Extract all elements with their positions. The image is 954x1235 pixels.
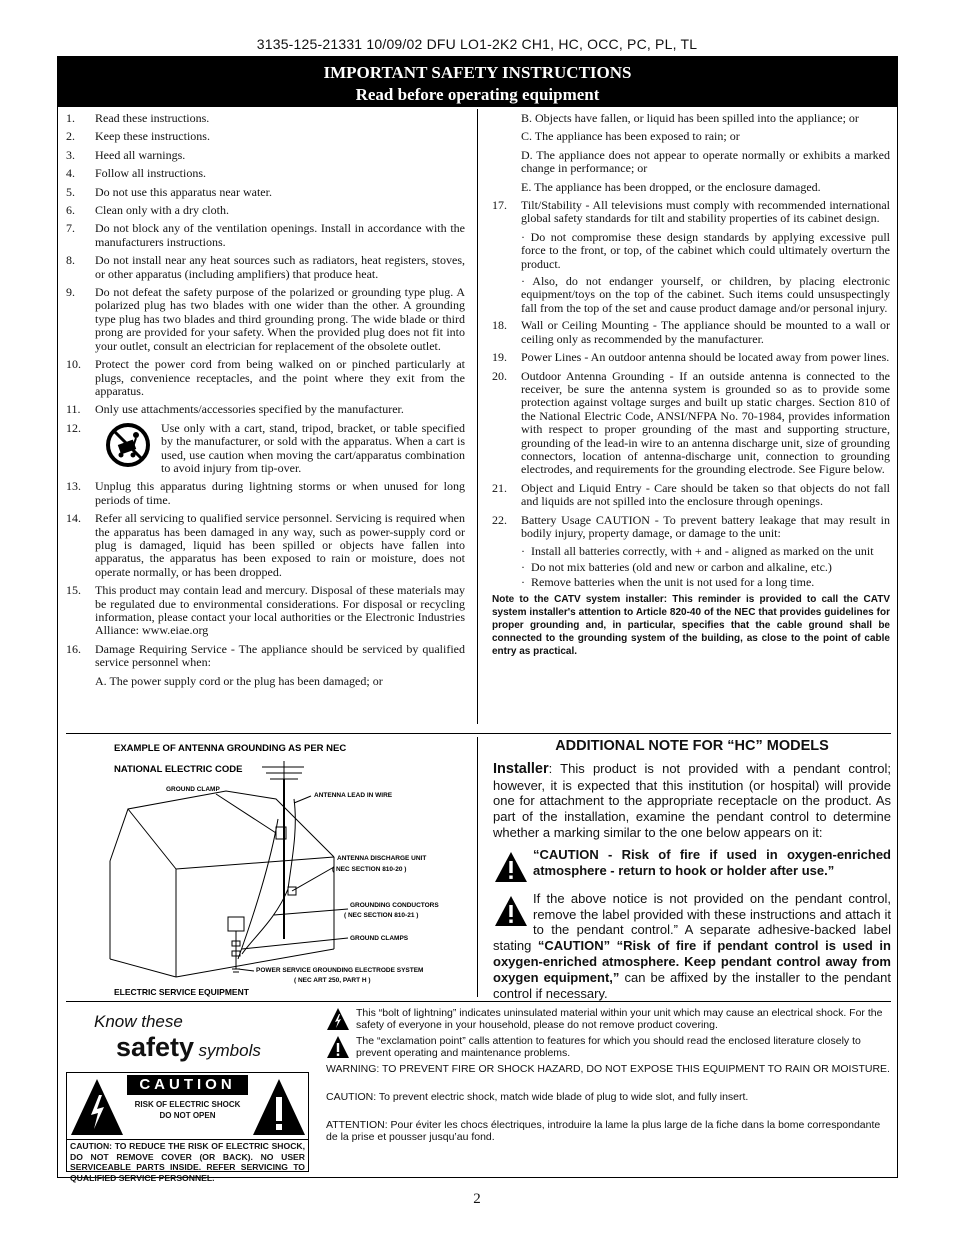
installer-paragraph xyxy=(493,761,891,841)
bullet-dot: · xyxy=(521,575,525,590)
know-safety: safety xyxy=(116,1032,195,1062)
exclamation-text: The “exclamation point” calls attention to features for which you should read the enclosed literature closely to prevent operating and maintenance problems. xyxy=(356,1035,861,1059)
item-text: Use only with a cart, stand, tripod, bracket, or table specified by the manufacturer, or sold with the apparatus. When a cart is used, use caution when moving the cart/apparatus combination to avoid injury from tip-over. xyxy=(161,420,465,475)
exclamation-symbol-row xyxy=(326,1035,891,1059)
label-electric-service: ELECTRIC SERVICE EQUIPMENT xyxy=(114,987,249,997)
label-power-service: POWER SERVICE GROUNDING ELECTRODE SYSTEM xyxy=(256,967,424,974)
item-number: 14. xyxy=(66,511,81,526)
document-header: 3135-125-21331 10/09/02 DFU LO1-2K2 CH1, HC, OCC, PC, PL, TL xyxy=(256,36,698,52)
instruction-item-12 xyxy=(66,422,465,476)
hc-models-note xyxy=(493,739,891,1001)
title-line2: Read before operating equipment xyxy=(355,85,600,104)
column-divider-lower xyxy=(477,737,478,997)
caution-word: CAUTION xyxy=(127,1075,248,1095)
safety-frame xyxy=(57,56,898,1183)
know-these-safety-symbols xyxy=(94,1012,261,1063)
item-number: 6. xyxy=(66,203,75,218)
item-text: Outdoor Antenna Grounding - If an outside antenna is connected to the receiver, be sure the antenna system is grounded so as to provide some protection against voltage surges and built up static charges. Section 810 of the National Electric Code, ANSI/NFPA No. 70-1984, provides information with respect to proper grounding of the mast and supporting structure, grounding of the lead-in wire to an antenna discharge unit, size of grounding connectors, location of antenna-discharge unit, connection to grounding electrodes, and requirements for the grounding electrode. See Figure below. xyxy=(521,368,890,477)
caution-quote-row xyxy=(493,847,891,885)
battery-bullet xyxy=(521,561,890,574)
item-16-subitems xyxy=(492,112,890,194)
item-number: 3. xyxy=(66,147,75,162)
item-number: 15. xyxy=(66,583,81,598)
item-number: 11. xyxy=(66,402,81,417)
item-text: Protect the power cord from being walked on or pinched particularly at plugs, convenience receptacles, and the point where they exit from the apparatus. xyxy=(95,357,465,398)
installer-text: : This product is not provided with a pendant control; however, it is expected that this institution (or hospital) will provide one for attachment to the appropriate receptacle on the product. As part of the installation, examine the pendant control to determine whether a marking similar to the one below appears on it: xyxy=(493,760,891,840)
item-number: 21. xyxy=(492,480,507,495)
item-text: Do not use this apparatus near water. xyxy=(95,184,272,199)
item-17-subitem: · Also, do not endanger yourself, or children, by placing electronic equipment/toys on the top of the cabinet. Such items could unsuspectingly fall from the top of the set and cause product damage and/or personal injury. xyxy=(521,274,890,315)
title-line1: IMPORTANT SAFETY INSTRUCTIONS xyxy=(323,63,632,82)
item-number: 5. xyxy=(66,184,75,199)
caution-quote: “CAUTION - Risk of fire if used in oxygen-enriched atmosphere - return to hook or holder after use.” xyxy=(533,846,891,878)
bullet-dot: · xyxy=(521,544,525,559)
item-number: 10. xyxy=(66,357,81,372)
battery-bullets xyxy=(492,545,890,589)
item-text: Heed all warnings. xyxy=(95,147,186,162)
instruction-item xyxy=(66,254,465,281)
label-nec-810-20: ( NEC SECTION 810-20 ) xyxy=(332,866,407,873)
item-16-subitem: B. Objects have fallen, or liquid has been spilled into the appliance; or xyxy=(521,111,859,125)
instruction-item xyxy=(492,370,890,477)
instruction-item xyxy=(66,512,465,579)
item-16-subitem: E. The appliance has been dropped, or the enclosure damaged. xyxy=(521,179,821,194)
instruction-item xyxy=(66,643,465,670)
instruction-item xyxy=(66,112,465,125)
instructions-right-column xyxy=(492,112,890,658)
instruction-item xyxy=(66,204,465,217)
instruction-item xyxy=(492,319,890,346)
item-17-subitems xyxy=(492,231,890,315)
label-antenna-lead: ANTENNA LEAD IN WIRE xyxy=(314,792,393,799)
cart-warning-icon xyxy=(103,422,153,468)
instruction-item xyxy=(66,403,465,416)
item-text: Clean only with a dry cloth. xyxy=(95,203,229,218)
caution-box-text: CAUTION: TO REDUCE THE RISK OF ELECTRIC SHOCK, DO NOT REMOVE COVER (OR BACK). NO USER SERVICEABLE PARTS INSIDE. REFER SERVICING TO QUALIFIED SERVICE PERSONNEL. xyxy=(67,1139,308,1172)
battery-bullet xyxy=(521,576,890,589)
caution-label-box xyxy=(66,1072,309,1183)
label-ground-clamp: GROUND CLAMP xyxy=(166,786,220,793)
attention-text: ATTENTION: Pour éviter les chocs électriques, introduire la lame la plus large de la fiche dans la bome correspondante de la prise et pousser jusqu’au fond. xyxy=(326,1119,881,1143)
know-line1: Know these xyxy=(94,1012,183,1031)
warning-triangle-icon xyxy=(493,849,529,885)
label-nec-810-21: ( NEC SECTION 810-21 ) xyxy=(344,912,419,919)
label-discharge-unit: ANTENNA DISCHARGE UNIT xyxy=(337,855,427,862)
instruction-item xyxy=(66,358,465,398)
item-number: 16. xyxy=(66,641,81,656)
item-text: Wall or Ceiling Mounting - The appliance should be mounted to a wall or ceiling only as recommended by the manufacturer. xyxy=(521,318,890,346)
symbol-explanations xyxy=(326,1007,891,1143)
item-17-subitem: · Do not compromise these design standards by applying excessive pull force to the front, or top, of the cabinet which could ultimately overturn the product. xyxy=(521,229,890,271)
bolt-text: This “bolt of lightning” indicates uninsulated material within your unit which may cause an electrical shock. For the safety of everyone in your household, please do not remove product covering. xyxy=(356,1007,883,1031)
label-grounding-conductors: GROUNDING CONDUCTORS xyxy=(350,902,439,909)
instruction-item xyxy=(66,149,465,162)
if-notice-text: If the above notice is not provided on the pendant control, remove the label provided with these instructions and attach it to the pendant control.” A separate adhesive-backed label stating xyxy=(493,890,891,954)
label-tail-text: can be affixed by the installer to the pendant control if necessary. xyxy=(493,969,891,1001)
instruction-item-17 xyxy=(492,199,890,226)
caution-text: CAUTION: To prevent electric shock, match wide blade of plug to wide slot, and fully insert. xyxy=(326,1091,749,1103)
item-text: Do not install near any heat sources such as radiators, heat registers, stoves, or other apparatus (including amplifiers) that produce heat. xyxy=(95,253,465,281)
item-number: 17. xyxy=(492,198,507,213)
instruction-item xyxy=(492,514,890,541)
item-text: Object and Liquid Entry - Care should be taken so that objects do not fall and liquids are not spilled into the enclosure through openings. xyxy=(521,480,890,509)
risk-line-1: RISK OF ELECTRIC SHOCK xyxy=(134,1100,241,1109)
lightning-bolt-icon xyxy=(326,1007,350,1031)
item-text: Only use attachments/accessories specified by the manufacturer. xyxy=(95,402,404,417)
item-text: Do not block any of the ventilation openings. Install in accordance with the manufacturers instructions. xyxy=(95,221,465,249)
item-text: This product may contain lead and mercury. Disposal of these materials may be regulated due to environmental considerations. For disposal or recycling information, please contact your local authorities or the Electronic Industries Alliance: www.eiae.org xyxy=(95,583,465,638)
house-drawing xyxy=(110,761,348,977)
warning-text: WARNING: TO PREVENT FIRE OR SHOCK HAZARD, DO NOT EXPOSE THIS EQUIPMENT TO RAIN OR MOISTURE. xyxy=(326,1063,890,1075)
item-text: Damage Requiring Service - The appliance should be serviced by qualified service personnel when: xyxy=(95,641,465,670)
instruction-item xyxy=(66,167,465,180)
risk-line-2: DO NOT OPEN xyxy=(159,1111,216,1120)
item-16-subitem: C. The appliance has been exposed to rain; or xyxy=(521,129,740,144)
item-number: 2. xyxy=(66,129,75,144)
antenna-grounding-diagram xyxy=(66,739,470,999)
instruction-item xyxy=(66,584,465,638)
instruction-item xyxy=(66,130,465,143)
section-divider xyxy=(66,733,891,734)
bullet-text: Remove batteries when the unit is not used for a long time. xyxy=(531,575,815,590)
item-number: 7. xyxy=(66,221,75,236)
lightning-triangle-icon xyxy=(69,1077,125,1137)
item-text: Unplug this apparatus during lightning storms or when unused for long periods of time. xyxy=(95,479,465,507)
item-number: 8. xyxy=(66,253,75,268)
item-text: Do not defeat the safety purpose of the polarized or grounding type plug. A polarized plug has two blades with one wider than the other. A grounding type plug has two blades and third grounding prong. The wide blade or third prong are provided for your safety. When the provided plug does not fit into your outlet, consult an electrician for replacement of the obsolete outlet. xyxy=(95,285,465,353)
instruction-item xyxy=(66,222,465,249)
instruction-item xyxy=(66,186,465,199)
item-number: 1. xyxy=(66,111,75,125)
item-number: 12. xyxy=(66,420,81,435)
page-number: 2 xyxy=(473,1191,481,1207)
bullet-text: Install all batteries correctly, with + and - aligned as marked on the unit xyxy=(531,544,874,559)
item-number: 13. xyxy=(66,479,81,494)
label-instructions xyxy=(493,891,891,1002)
catv-note: Note to the CATV system installer: This reminder is provided to call the CATV system installer's attention to Article 820-40 of the NEC that provides guidelines for proper grounding and, in particular, specifies that the cable ground shall be connected to the grounding system of the building, as close to the point of cable entry as practical. xyxy=(492,593,890,657)
know-symbols: symbols xyxy=(198,1041,261,1060)
battery-bullet xyxy=(521,545,890,558)
label-ground-clamps: GROUND CLAMPS xyxy=(350,935,409,942)
bullet-text: Do not mix batteries (old and new or carbon and alkaline, etc.) xyxy=(531,559,832,574)
item-number: 4. xyxy=(66,166,75,181)
bolt-symbol-row xyxy=(326,1007,891,1031)
item-text: Follow all instructions. xyxy=(95,166,206,181)
instructions-left-column xyxy=(66,112,465,693)
instruction-list-left-2 xyxy=(66,480,465,669)
installer-label: Installer xyxy=(493,760,549,777)
instruction-list-right xyxy=(492,319,890,540)
section-divider-2 xyxy=(66,1001,891,1002)
item-text: Read these instructions. xyxy=(95,111,210,125)
instruction-list-left xyxy=(66,112,465,417)
item-text: Tilt/Stability - All televisions must comply with recommended international global safety standards for tilt and stability properties of its cabinet design. xyxy=(521,198,890,226)
bullet-dot: · xyxy=(521,559,525,574)
item-text: Refer all servicing to qualified service personnel. Servicing is required when the apparatus has been damaged in any way, such as power-supply cord or plug is damaged, liquid has been spilled or objects have fallen into apparatus, the apparatus has been exposed to rain or moisture, does not operate normally, or has been dropped. xyxy=(95,511,465,579)
item-16-subitem: D. The appliance does not appear to operate normally or exhibits a marked change in performance; or xyxy=(521,147,890,176)
exclamation-point-icon xyxy=(326,1035,350,1059)
item-text: Power Lines - An outdoor antenna should be located away from power lines. xyxy=(521,350,890,365)
item-number: 20. xyxy=(492,368,507,383)
item-number: 18. xyxy=(492,318,507,333)
item-number: 9. xyxy=(66,285,75,300)
warning-triangle-icon xyxy=(493,893,529,929)
label-nec-art-250: ( NEC ART 250, PART H ) xyxy=(294,977,371,984)
title-bar xyxy=(58,57,897,107)
item-text: Battery Usage CAUTION - To prevent battery leakage that may result in bodily injury, property damage, or damage to the unit: xyxy=(521,512,890,540)
instruction-item xyxy=(66,286,465,353)
diagram-title-2: NATIONAL ELECTRIC CODE xyxy=(114,764,243,775)
instruction-item xyxy=(492,482,890,509)
item-number: 19. xyxy=(492,350,507,365)
label-bold-text: “CAUTION” “Risk of fire if pendant control is used in oxygen-enriched atmosphere. Keep pendant control away from oxygen equipment,” xyxy=(493,938,891,985)
exclamation-triangle-icon xyxy=(251,1077,307,1137)
item-number: 22. xyxy=(492,512,507,527)
instruction-item xyxy=(66,480,465,507)
instruction-item xyxy=(492,351,890,364)
item-text: Keep these instructions. xyxy=(95,129,210,144)
item-16-sub-a: A. The power supply cord or the plug has been damaged; or xyxy=(95,673,383,688)
column-divider xyxy=(477,109,478,724)
diagram-title-1: EXAMPLE OF ANTENNA GROUNDING AS PER NEC xyxy=(114,743,347,754)
hc-title: ADDITIONAL NOTE FOR “HC” MODELS xyxy=(555,738,829,754)
